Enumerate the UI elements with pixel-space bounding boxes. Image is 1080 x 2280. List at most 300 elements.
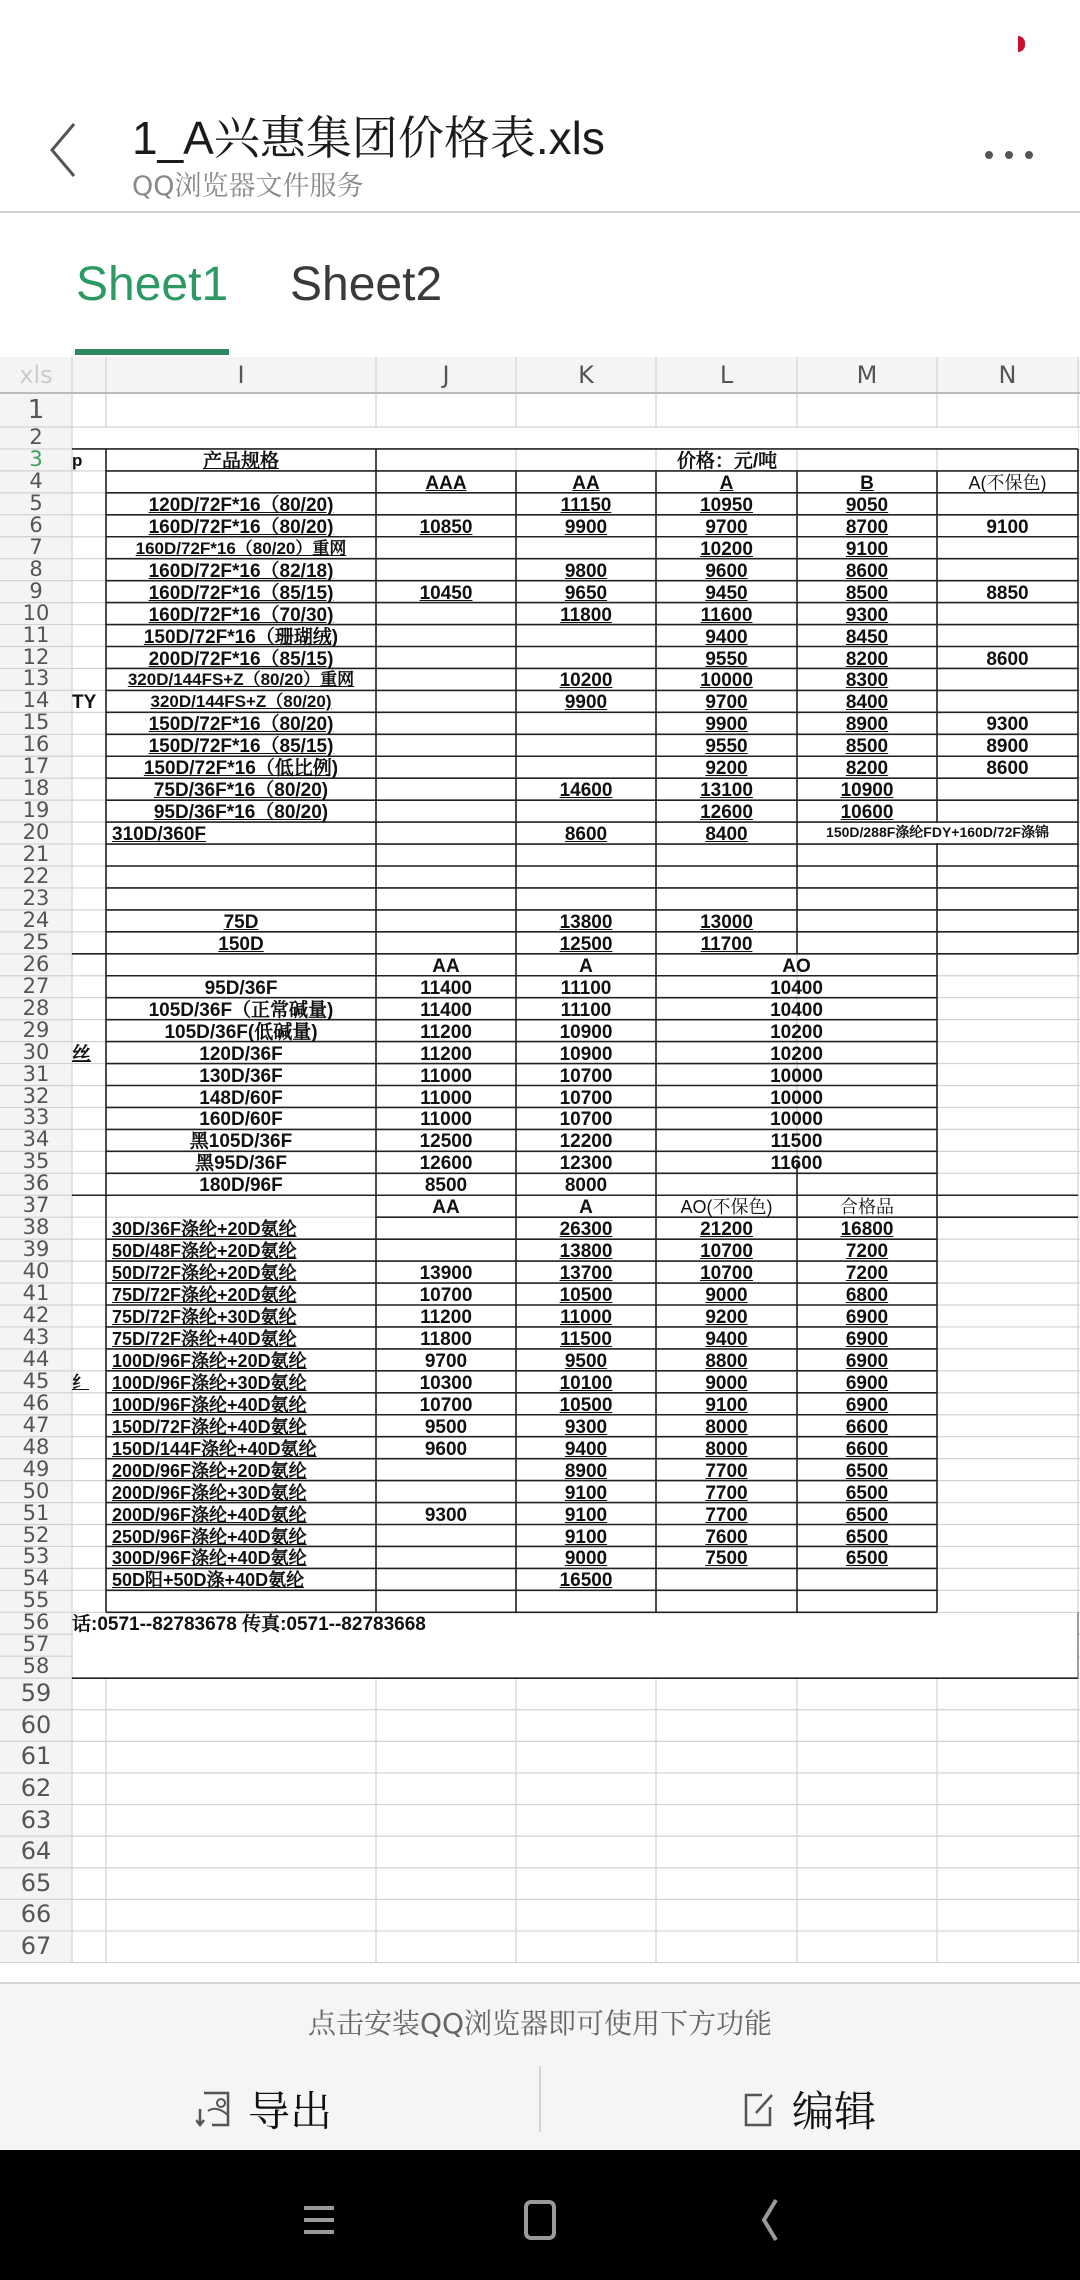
edit-icon bbox=[740, 2089, 776, 2129]
price-cell[interactable]: 11400 bbox=[420, 999, 472, 1021]
price-cell[interactable]: 16500 bbox=[559, 1570, 613, 1592]
price-cell[interactable]: 10700 bbox=[559, 1087, 613, 1109]
price-cell[interactable]: 10500 bbox=[559, 1285, 613, 1307]
price-cell[interactable]: 10950 bbox=[700, 494, 753, 516]
price-cell[interactable]: 8850 bbox=[986, 582, 1029, 604]
price-cell[interactable]: 7200 bbox=[845, 1241, 889, 1263]
price-cell[interactable]: 11000 bbox=[560, 1307, 612, 1328]
row-number[interactable]: 67 bbox=[20, 1931, 52, 1960]
price-cell[interactable]: 13100 bbox=[700, 780, 753, 802]
row-number[interactable]: 4 bbox=[29, 468, 43, 493]
row-number[interactable]: 37 bbox=[22, 1193, 50, 1218]
row-number[interactable]: 26 bbox=[22, 951, 50, 976]
price-cell[interactable]: 9300 bbox=[845, 604, 889, 626]
column-header-I[interactable]: I bbox=[237, 361, 245, 389]
price-cell[interactable]: 11000 bbox=[420, 1087, 472, 1109]
row-number[interactable]: 18 bbox=[22, 776, 50, 801]
price-cell[interactable]: 11800 bbox=[560, 604, 612, 626]
contact-info[interactable]: 话:0571--82783678 传真:0571--82783668 bbox=[72, 1614, 426, 1636]
price-cell[interactable]: 9100 bbox=[986, 516, 1029, 538]
price-cell[interactable]: 6900 bbox=[845, 1307, 889, 1328]
row-number[interactable]: 15 bbox=[22, 710, 50, 735]
row-number[interactable]: 6 bbox=[29, 512, 43, 537]
spec-cell[interactable]: 160D/72F*16（85/15) bbox=[148, 582, 334, 604]
price-cell[interactable]: 11150 bbox=[560, 494, 612, 516]
price-cell[interactable]: 8500 bbox=[845, 736, 889, 758]
price-cell[interactable]: 9100 bbox=[564, 1482, 608, 1504]
price-cell[interactable]: 9200 bbox=[705, 1307, 748, 1328]
price-cell[interactable]: 8600 bbox=[564, 824, 608, 846]
price-cell[interactable]: 11200 bbox=[420, 1043, 472, 1065]
spec-cell[interactable]: 100D/96F涤纶+20D氨纶 bbox=[112, 1350, 307, 1371]
spec-cell[interactable]: 150D/72F*16（80/20) bbox=[148, 714, 334, 736]
status-bar bbox=[0, 0, 1080, 80]
cell-fragment[interactable]: 丝 bbox=[72, 1043, 92, 1065]
price-cell[interactable]: 6600 bbox=[845, 1438, 889, 1460]
price-cell[interactable]: 9000 bbox=[705, 1285, 748, 1307]
price-cell[interactable]: 10000 bbox=[770, 1087, 823, 1109]
price-cell[interactable]: 8700 bbox=[845, 516, 889, 538]
note-cell[interactable]: 150D/288F涤纶FDY+160D/72F涤锦 bbox=[826, 824, 1049, 841]
price-cell[interactable]: 10000 bbox=[770, 1065, 823, 1087]
grade-header[interactable]: AA bbox=[432, 955, 460, 977]
spreadsheet-grid[interactable] bbox=[0, 357, 1080, 1982]
price-cell[interactable]: 6900 bbox=[845, 1372, 889, 1394]
price-cell[interactable]: 12200 bbox=[559, 1131, 613, 1153]
spec-cell[interactable]: 320D/144FS+Z（80/20）重网 bbox=[127, 670, 355, 690]
price-cell[interactable]: 13900 bbox=[419, 1263, 473, 1285]
row-number[interactable]: 54 bbox=[22, 1566, 50, 1591]
column-header-K[interactable]: K bbox=[578, 361, 594, 389]
row-number[interactable]: 25 bbox=[22, 929, 50, 954]
price-cell[interactable]: 11400 bbox=[420, 977, 472, 999]
price-cell[interactable]: 8200 bbox=[845, 648, 889, 670]
price-cell[interactable]: 6500 bbox=[845, 1526, 889, 1548]
price-cell[interactable]: 6500 bbox=[845, 1482, 889, 1504]
row-number[interactable]: 36 bbox=[22, 1171, 50, 1196]
price-cell[interactable]: 9700 bbox=[705, 692, 748, 714]
grade-header[interactable]: AA bbox=[432, 1197, 460, 1219]
row-number[interactable]: 20 bbox=[22, 820, 50, 845]
price-cell[interactable]: 10700 bbox=[700, 1263, 753, 1285]
recent-apps-button[interactable] bbox=[290, 2190, 350, 2250]
price-cell[interactable]: 9800 bbox=[564, 560, 608, 582]
price-cell[interactable]: 9000 bbox=[564, 1548, 608, 1570]
price-cell[interactable]: 9900 bbox=[705, 714, 748, 736]
row-number[interactable]: 5 bbox=[29, 490, 43, 515]
row-number[interactable]: 19 bbox=[22, 798, 50, 823]
price-cell[interactable]: 12300 bbox=[559, 1153, 613, 1175]
price-cell[interactable]: 11500 bbox=[770, 1131, 823, 1153]
spec-cell[interactable]: 95D/36F*16（80/20) bbox=[153, 802, 329, 824]
price-cell[interactable]: 9500 bbox=[564, 1350, 608, 1372]
row-number[interactable]: 47 bbox=[22, 1412, 50, 1437]
spec-cell[interactable]: 180D/96F bbox=[199, 1175, 283, 1197]
row-number[interactable]: 42 bbox=[22, 1303, 50, 1327]
price-cell[interactable]: 9100 bbox=[564, 1504, 608, 1526]
chevron-left-icon bbox=[40, 120, 90, 180]
price-cell[interactable]: 10700 bbox=[419, 1394, 473, 1416]
notification-dot-icon bbox=[1018, 36, 1025, 52]
row-number[interactable]: 33 bbox=[22, 1105, 50, 1130]
row-number[interactable]: 23 bbox=[22, 885, 50, 910]
price-cell[interactable]: 7700 bbox=[705, 1482, 748, 1504]
price-cell[interactable]: 9550 bbox=[705, 736, 748, 758]
system-back-button[interactable] bbox=[740, 2190, 800, 2250]
export-button[interactable] bbox=[196, 2074, 332, 2144]
price-cell[interactable]: 9700 bbox=[705, 516, 748, 538]
row-number[interactable]: 8 bbox=[29, 556, 43, 581]
price-cell[interactable]: 9400 bbox=[705, 1328, 748, 1350]
row-number[interactable]: 43 bbox=[22, 1324, 50, 1349]
row-number[interactable]: 3 bbox=[29, 446, 43, 471]
price-cell[interactable]: 8500 bbox=[845, 582, 889, 604]
grade-header[interactable]: B bbox=[860, 472, 874, 494]
price-cell[interactable]: 8000 bbox=[564, 1175, 608, 1197]
row-number[interactable]: 59 bbox=[20, 1679, 52, 1708]
price-cell[interactable]: 9100 bbox=[564, 1526, 608, 1548]
price-cell[interactable]: 9000 bbox=[705, 1372, 748, 1394]
price-cell[interactable]: 9700 bbox=[424, 1350, 468, 1372]
spec-cell[interactable]: 150D/144F涤纶+40D氨纶 bbox=[112, 1438, 317, 1459]
row-number[interactable]: 32 bbox=[22, 1083, 50, 1108]
row-number[interactable]: 40 bbox=[22, 1259, 50, 1284]
spec-cell[interactable]: 300D/96F涤纶+40D氨纶 bbox=[112, 1548, 307, 1569]
price-cell[interactable]: 10700 bbox=[559, 1065, 613, 1087]
spec-cell[interactable]: 75D/72F涤纶+40D氨纶 bbox=[112, 1328, 297, 1349]
price-cell[interactable]: 9550 bbox=[705, 648, 748, 670]
price-cell[interactable]: 9450 bbox=[705, 582, 748, 604]
row-number[interactable]: 49 bbox=[22, 1456, 50, 1481]
price-cell[interactable]: 21200 bbox=[700, 1219, 753, 1241]
spec-cell[interactable]: 30D/36F涤纶+20D氨纶 bbox=[112, 1219, 297, 1240]
price-cell[interactable]: 8400 bbox=[705, 824, 748, 846]
price-cell[interactable]: 10200 bbox=[559, 670, 613, 692]
spec-cell[interactable]: 200D/72F*16（85/15) bbox=[148, 648, 334, 670]
back-button[interactable] bbox=[40, 120, 90, 180]
price-cell[interactable]: 10000 bbox=[700, 670, 753, 692]
spec-cell[interactable]: 120D/72F*16（80/20) bbox=[148, 494, 334, 516]
row-number[interactable]: 16 bbox=[22, 732, 50, 757]
grade-header[interactable]: AO bbox=[782, 955, 811, 977]
row-number[interactable]: 28 bbox=[22, 995, 50, 1020]
price-cell[interactable]: 11700 bbox=[700, 933, 753, 955]
row-number[interactable]: 24 bbox=[22, 907, 50, 932]
price-cell[interactable]: 9900 bbox=[564, 516, 608, 538]
row-number[interactable]: 22 bbox=[22, 864, 50, 888]
price-cell[interactable]: 10400 bbox=[770, 977, 823, 999]
price-cell[interactable]: 7700 bbox=[705, 1504, 748, 1526]
spec-cell[interactable]: 200D/96F涤纶+40D氨纶 bbox=[112, 1504, 307, 1525]
price-cell[interactable]: 8500 bbox=[424, 1175, 468, 1197]
price-cell[interactable]: 14600 bbox=[559, 780, 613, 802]
price-cell[interactable]: 6500 bbox=[845, 1548, 889, 1570]
row-number[interactable]: 44 bbox=[22, 1346, 50, 1371]
header-spec[interactable]: 产品规格 bbox=[202, 450, 279, 472]
more-options-button[interactable] bbox=[985, 140, 1045, 170]
row-number[interactable]: 31 bbox=[22, 1061, 50, 1086]
row-number[interactable]: 13 bbox=[22, 666, 50, 691]
price-cell[interactable]: 8600 bbox=[986, 648, 1029, 670]
price-cell[interactable]: 8300 bbox=[845, 670, 889, 692]
spec-cell[interactable]: 100D/96F涤纶+40D氨纶 bbox=[112, 1394, 307, 1415]
spec-cell[interactable]: 50D阳+50D涤+40D氨纶 bbox=[112, 1570, 305, 1591]
price-cell[interactable]: 9650 bbox=[564, 582, 608, 604]
row-number[interactable]: 35 bbox=[22, 1149, 50, 1174]
price-cell[interactable]: 11000 bbox=[420, 1109, 472, 1131]
row-number[interactable]: 7 bbox=[29, 534, 43, 559]
spec-cell[interactable]: 250D/96F涤纶+40D氨纶 bbox=[112, 1526, 307, 1547]
spec-cell[interactable]: 105D/36F（正常碱量) bbox=[148, 999, 334, 1021]
spec-cell[interactable]: 160D/60F bbox=[199, 1109, 283, 1131]
price-cell[interactable]: 9050 bbox=[845, 494, 889, 516]
grade-header[interactable]: 合格品 bbox=[840, 1197, 894, 1218]
edit-button[interactable] bbox=[740, 2074, 876, 2144]
price-cell[interactable]: 6900 bbox=[845, 1328, 889, 1350]
price-cell[interactable]: 10600 bbox=[840, 802, 894, 824]
row-number[interactable]: 27 bbox=[22, 973, 50, 998]
price-cell[interactable]: 8600 bbox=[986, 758, 1029, 780]
row-number[interactable]: 62 bbox=[20, 1773, 52, 1802]
price-cell[interactable]: 12600 bbox=[419, 1153, 473, 1175]
price-cell[interactable]: 26300 bbox=[559, 1219, 613, 1241]
tab-sheet1[interactable]: Sheet1 bbox=[76, 258, 229, 311]
row-number[interactable]: 34 bbox=[22, 1127, 50, 1152]
spec-cell[interactable]: 160D/72F*16（70/30) bbox=[148, 604, 334, 626]
row-number[interactable]: 46 bbox=[22, 1390, 50, 1415]
price-cell[interactable]: 16800 bbox=[840, 1219, 894, 1241]
row-number[interactable]: 39 bbox=[22, 1237, 50, 1262]
spec-cell[interactable]: 150D/72F*16（85/15) bbox=[148, 736, 334, 758]
footer-toolbar bbox=[0, 1982, 1080, 2150]
price-cell[interactable]: 9900 bbox=[564, 692, 608, 714]
row-number[interactable]: 29 bbox=[22, 1017, 50, 1042]
price-cell[interactable]: 11100 bbox=[560, 977, 612, 999]
price-cell[interactable]: 8600 bbox=[845, 560, 889, 582]
price-cell[interactable]: 9100 bbox=[705, 1394, 748, 1416]
menu-icon bbox=[290, 2190, 350, 2250]
price-cell[interactable]: 12600 bbox=[700, 802, 753, 824]
row-number[interactable]: 65 bbox=[20, 1868, 52, 1897]
spec-cell[interactable]: 200D/96F涤纶+20D氨纶 bbox=[112, 1460, 307, 1481]
spec-cell[interactable]: 黑95D/36F bbox=[195, 1153, 287, 1175]
spec-cell[interactable]: 150D/72F*16（珊瑚绒) bbox=[143, 626, 339, 648]
row-number[interactable]: 21 bbox=[22, 842, 50, 867]
price-cell[interactable]: 6900 bbox=[845, 1350, 889, 1372]
dot-icon bbox=[1005, 151, 1013, 159]
price-cell[interactable]: 9600 bbox=[705, 560, 748, 582]
grade-header[interactable]: AO(不保色) bbox=[680, 1197, 773, 1218]
grade-header[interactable]: A(不保色) bbox=[968, 472, 1047, 493]
price-cell[interactable]: 9500 bbox=[424, 1416, 468, 1438]
price-cell[interactable]: 10100 bbox=[559, 1372, 613, 1394]
row-number[interactable]: 50 bbox=[22, 1478, 50, 1503]
price-cell[interactable]: 10500 bbox=[559, 1394, 613, 1416]
price-cell[interactable]: 10900 bbox=[559, 1043, 613, 1065]
row-number[interactable]: 55 bbox=[22, 1588, 50, 1613]
price-cell[interactable]: 10900 bbox=[559, 1021, 613, 1043]
row-number[interactable]: 51 bbox=[22, 1500, 50, 1525]
price-cell[interactable]: 9300 bbox=[424, 1504, 468, 1526]
spec-cell[interactable]: 100D/96F涤纶+30D氨纶 bbox=[112, 1372, 307, 1393]
price-cell[interactable]: 8900 bbox=[986, 736, 1029, 758]
spec-cell[interactable]: 150D bbox=[218, 933, 264, 955]
spec-cell[interactable]: 200D/96F涤纶+30D氨纶 bbox=[112, 1482, 307, 1503]
price-cell[interactable]: 10900 bbox=[840, 780, 894, 802]
price-cell[interactable]: 8000 bbox=[705, 1438, 748, 1460]
price-cell[interactable]: 6500 bbox=[845, 1460, 889, 1482]
price-cell[interactable]: 13000 bbox=[700, 911, 753, 933]
price-cell[interactable]: 7600 bbox=[705, 1526, 748, 1548]
grade-header[interactable]: AA bbox=[572, 472, 600, 494]
spec-cell[interactable]: 黑105D/36F bbox=[189, 1131, 293, 1153]
spec-cell[interactable]: 130D/36F bbox=[199, 1065, 283, 1087]
spec-cell[interactable]: 148D/60F bbox=[199, 1087, 283, 1109]
row-number[interactable]: 52 bbox=[22, 1522, 50, 1547]
row-number[interactable]: 64 bbox=[20, 1837, 52, 1866]
spec-cell[interactable]: 160D/72F*16（82/18) bbox=[148, 560, 334, 582]
price-cell[interactable]: 13800 bbox=[559, 911, 613, 933]
column-header-N[interactable]: N bbox=[998, 361, 1017, 389]
spec-cell[interactable]: 75D bbox=[223, 911, 259, 933]
price-cell[interactable]: 7500 bbox=[705, 1548, 748, 1570]
price-cell[interactable]: 8400 bbox=[845, 692, 889, 714]
column-header-M[interactable]: M bbox=[856, 361, 878, 389]
price-cell[interactable]: 10200 bbox=[770, 1043, 823, 1065]
spec-cell[interactable]: 105D/36F(低碱量) bbox=[164, 1021, 318, 1043]
row-number[interactable]: 58 bbox=[22, 1654, 50, 1679]
spec-cell[interactable]: 150D/72F*16（低比例) bbox=[143, 758, 339, 780]
price-cell[interactable]: 12500 bbox=[559, 933, 613, 955]
price-cell[interactable]: 9200 bbox=[705, 758, 748, 780]
row-number[interactable]: 11 bbox=[22, 622, 50, 647]
row-number[interactable]: 61 bbox=[20, 1742, 52, 1771]
price-cell[interactable]: 6800 bbox=[845, 1285, 889, 1307]
price-cell[interactable]: 11500 bbox=[560, 1328, 612, 1350]
price-cell[interactable]: 11600 bbox=[770, 1153, 823, 1175]
price-cell[interactable]: 13700 bbox=[559, 1263, 613, 1285]
price-cell[interactable]: 10200 bbox=[700, 538, 753, 560]
price-cell[interactable]: 9300 bbox=[564, 1416, 608, 1438]
price-cell[interactable]: 8900 bbox=[845, 714, 889, 736]
sheet-corner[interactable]: xls bbox=[19, 361, 53, 389]
price-cell[interactable]: 6600 bbox=[845, 1416, 889, 1438]
price-cell[interactable]: 11200 bbox=[420, 1307, 472, 1328]
spec-cell[interactable]: 95D/36F bbox=[204, 977, 278, 999]
price-cell[interactable]: 10300 bbox=[419, 1372, 473, 1394]
row-number[interactable]: 17 bbox=[22, 754, 50, 779]
row-number[interactable]: 38 bbox=[22, 1215, 50, 1240]
grade-header[interactable]: A bbox=[719, 472, 734, 494]
file-subtitle: QQ浏览器文件服务 bbox=[132, 171, 364, 202]
price-cell[interactable]: 10700 bbox=[419, 1285, 473, 1307]
price-cell[interactable]: 8000 bbox=[705, 1416, 748, 1438]
price-cell[interactable]: 11200 bbox=[420, 1021, 472, 1043]
row-number[interactable]: 9 bbox=[29, 578, 43, 603]
spec-cell[interactable]: 160D/72F*16（80/20) bbox=[148, 516, 334, 538]
spec-cell[interactable]: 75D/72F涤纶+20D氨纶 bbox=[112, 1285, 297, 1306]
price-cell[interactable]: 10000 bbox=[770, 1109, 823, 1131]
cell-fragment[interactable]: p bbox=[72, 450, 83, 470]
row-number[interactable]: 41 bbox=[22, 1281, 50, 1306]
header-price-unit[interactable]: 价格：元/吨 bbox=[676, 450, 778, 472]
row-number[interactable]: 57 bbox=[22, 1632, 50, 1657]
row-number[interactable]: 53 bbox=[22, 1544, 50, 1569]
price-cell[interactable]: 8900 bbox=[564, 1460, 608, 1482]
row-number[interactable]: 48 bbox=[22, 1434, 50, 1459]
price-cell[interactable]: 10850 bbox=[419, 516, 473, 538]
spec-cell[interactable]: 120D/36F bbox=[199, 1043, 283, 1065]
cell-fragment[interactable]: TY bbox=[72, 692, 97, 714]
price-cell[interactable]: 6500 bbox=[845, 1504, 889, 1526]
home-button[interactable] bbox=[510, 2190, 570, 2250]
grade-header[interactable]: AAA bbox=[425, 472, 467, 494]
spec-cell[interactable]: 50D/48F涤纶+20D氨纶 bbox=[112, 1241, 297, 1262]
spec-cell[interactable]: 160D/72F*16（80/20）重网 bbox=[135, 538, 347, 558]
row-number[interactable]: 30 bbox=[22, 1039, 50, 1064]
price-cell[interactable]: 10200 bbox=[770, 1021, 823, 1043]
price-cell[interactable]: 9300 bbox=[986, 714, 1029, 736]
price-cell[interactable]: 11100 bbox=[560, 999, 612, 1021]
price-cell[interactable]: 9600 bbox=[424, 1438, 468, 1460]
spec-cell[interactable]: 75D/72F涤纶+30D氨纶 bbox=[112, 1307, 297, 1327]
install-tip: 点击安装QQ浏览器即可使用下方功能 bbox=[307, 2007, 773, 2040]
row-number[interactable]: 56 bbox=[22, 1610, 50, 1635]
price-cell[interactable]: 10450 bbox=[419, 582, 473, 604]
spec-cell[interactable]: 320D/144FS+Z（80/20) bbox=[150, 692, 332, 712]
grade-header[interactable]: A bbox=[579, 1197, 593, 1219]
price-cell[interactable]: 8200 bbox=[845, 758, 889, 780]
price-cell[interactable]: 12500 bbox=[419, 1131, 473, 1153]
price-cell[interactable]: 7700 bbox=[705, 1460, 748, 1482]
tab-sheet2[interactable]: Sheet2 bbox=[290, 258, 443, 311]
price-cell[interactable]: 11600 bbox=[700, 604, 753, 626]
row-number[interactable]: 63 bbox=[20, 1805, 52, 1834]
column-header-J[interactable]: J bbox=[442, 361, 450, 389]
grade-header[interactable]: A bbox=[579, 955, 593, 977]
row-number[interactable]: 66 bbox=[20, 1900, 52, 1929]
row-number[interactable]: 45 bbox=[22, 1368, 50, 1393]
price-cell[interactable]: 9100 bbox=[845, 538, 889, 560]
price-cell[interactable]: 9400 bbox=[705, 626, 748, 648]
cell-fragment[interactable]: 纟 bbox=[72, 1372, 89, 1392]
row-number[interactable]: 14 bbox=[22, 688, 50, 713]
row-number[interactable]: 10 bbox=[22, 600, 50, 625]
price-cell[interactable]: 10700 bbox=[700, 1241, 753, 1263]
spec-cell[interactable]: 150D/72F涤纶+40D氨纶 bbox=[112, 1416, 307, 1437]
price-cell[interactable]: 8450 bbox=[845, 626, 889, 648]
merged-row-2 bbox=[73, 428, 1078, 448]
spec-cell[interactable]: 310D/360F bbox=[112, 824, 207, 846]
row-number[interactable]: 12 bbox=[22, 644, 50, 669]
price-cell[interactable]: 10400 bbox=[770, 999, 823, 1021]
row-number[interactable]: 2 bbox=[29, 425, 43, 449]
price-cell[interactable]: 9400 bbox=[564, 1438, 608, 1460]
price-cell[interactable]: 11000 bbox=[420, 1065, 472, 1087]
row-number[interactable]: 1 bbox=[27, 395, 45, 425]
spec-cell[interactable]: 75D/36F*16（80/20) bbox=[153, 780, 329, 802]
price-cell[interactable]: 11800 bbox=[420, 1328, 472, 1350]
home-icon bbox=[510, 2190, 570, 2250]
column-header-L[interactable]: L bbox=[719, 361, 734, 389]
price-cell[interactable]: 10700 bbox=[559, 1109, 613, 1131]
price-cell[interactable]: 6900 bbox=[845, 1394, 889, 1416]
spec-cell[interactable]: 50D/72F涤纶+20D氨纶 bbox=[112, 1263, 297, 1284]
price-cell[interactable]: 13800 bbox=[559, 1241, 613, 1263]
price-cell[interactable]: 7200 bbox=[845, 1263, 889, 1285]
price-cell[interactable]: 8800 bbox=[705, 1350, 748, 1372]
row-number[interactable]: 60 bbox=[20, 1710, 52, 1739]
